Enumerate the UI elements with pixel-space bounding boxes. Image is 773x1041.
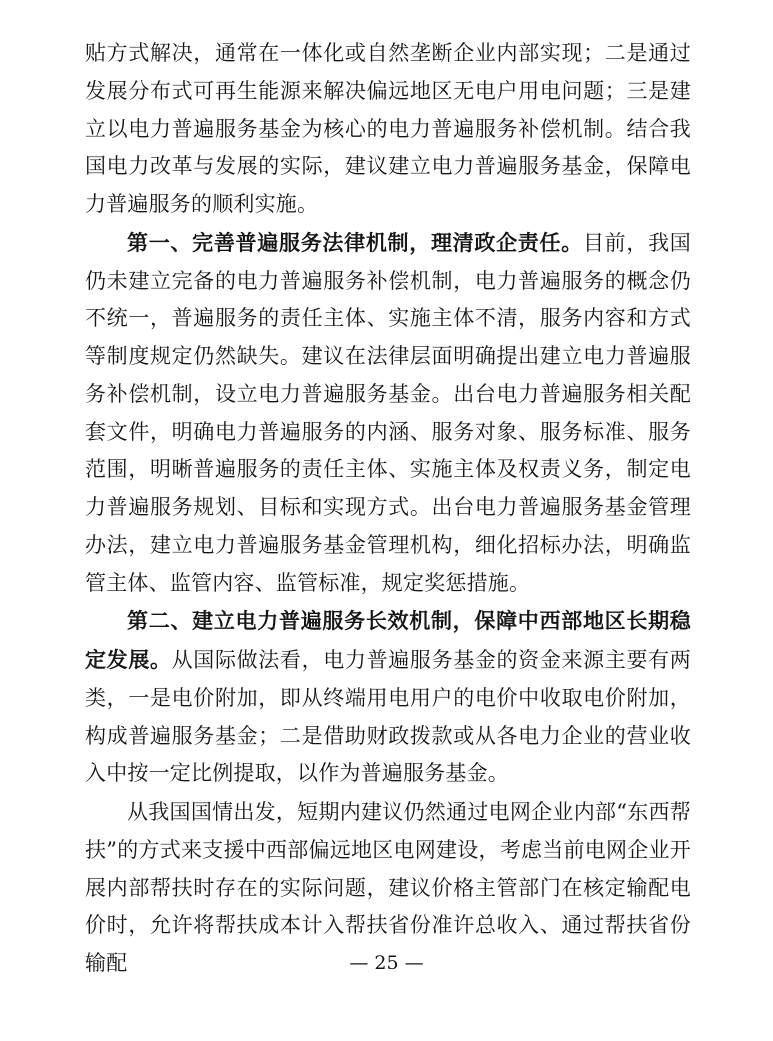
document-body — [85, 34, 691, 983]
paragraph — [85, 224, 691, 603]
paragraph-text: 从国际做法看，电力普遍服务基金的资金来源主要有两类，一是电价附加，即从终端用电用户的电价中收取电价附加，构成普遍服务基金；二是借助财政拨款或从各电力企业的营业收入中按一定比例提取，以作为普遍服务基金。 — [85, 648, 691, 786]
page-number: — 25 — — [349, 952, 424, 974]
paragraph-text: 贴方式解决，通常在一体化或自然垄断企业内部实现；二是通过发展分布式可再生能源来解决偏远地区无电户用电问题；三是建立以电力普遍服务基金为核心的电力普遍服务补偿机制。结合我国电力改革与发展的实际，建议建立电力普遍服务基金，保障电力普遍服务的顺利实施。 — [85, 41, 691, 216]
paragraph-text: 从我国国情出发，短期内建议仍然通过电网企业内部“东西帮扶”的方式来支援中西部偏远地区电网建设，考虑当前电网企业开展内部帮扶时存在的实际问题，建议价格主管部门在核定输配电价时，允许将帮扶成本计入帮扶省份准许总收入、通过帮扶省份输配 — [85, 800, 691, 975]
paragraph-bold-lead: 第一、完善普遍服务法律机制，理清政企责任。 — [127, 229, 583, 255]
paragraph — [85, 34, 691, 224]
paragraph-bold-lead: 第二、建立电力普遍服务长效机制，保障中西部地区长期稳定发展。 — [85, 608, 691, 672]
paragraph — [85, 602, 691, 793]
paragraph-text: 目前，我国仍未建立完备的电力普遍服务补偿机制，电力普遍服务的概念仍不统一，普遍服务的责任主体、实施主体不清，服务内容和方式等制度规定仍然缺失。建议在法律层面明确提出建立电力普遍服务补偿机制，设立电力普遍服务基金。出台电力普遍服务相关配套文件，明确电力普遍服务的内涵、服务对象、服务标准、服务范围，明晰普遍服务的责任主体、实施主体及权责义务，制定电力普遍服务规划、目标和实现方式。出台电力普遍服务基金管理办法，建立电力普遍服务基金管理机构，细化招标办法，明确监管主体、监管内容、监管标准，规定奖惩措施。 — [85, 230, 692, 595]
page-footer — [0, 950, 773, 976]
